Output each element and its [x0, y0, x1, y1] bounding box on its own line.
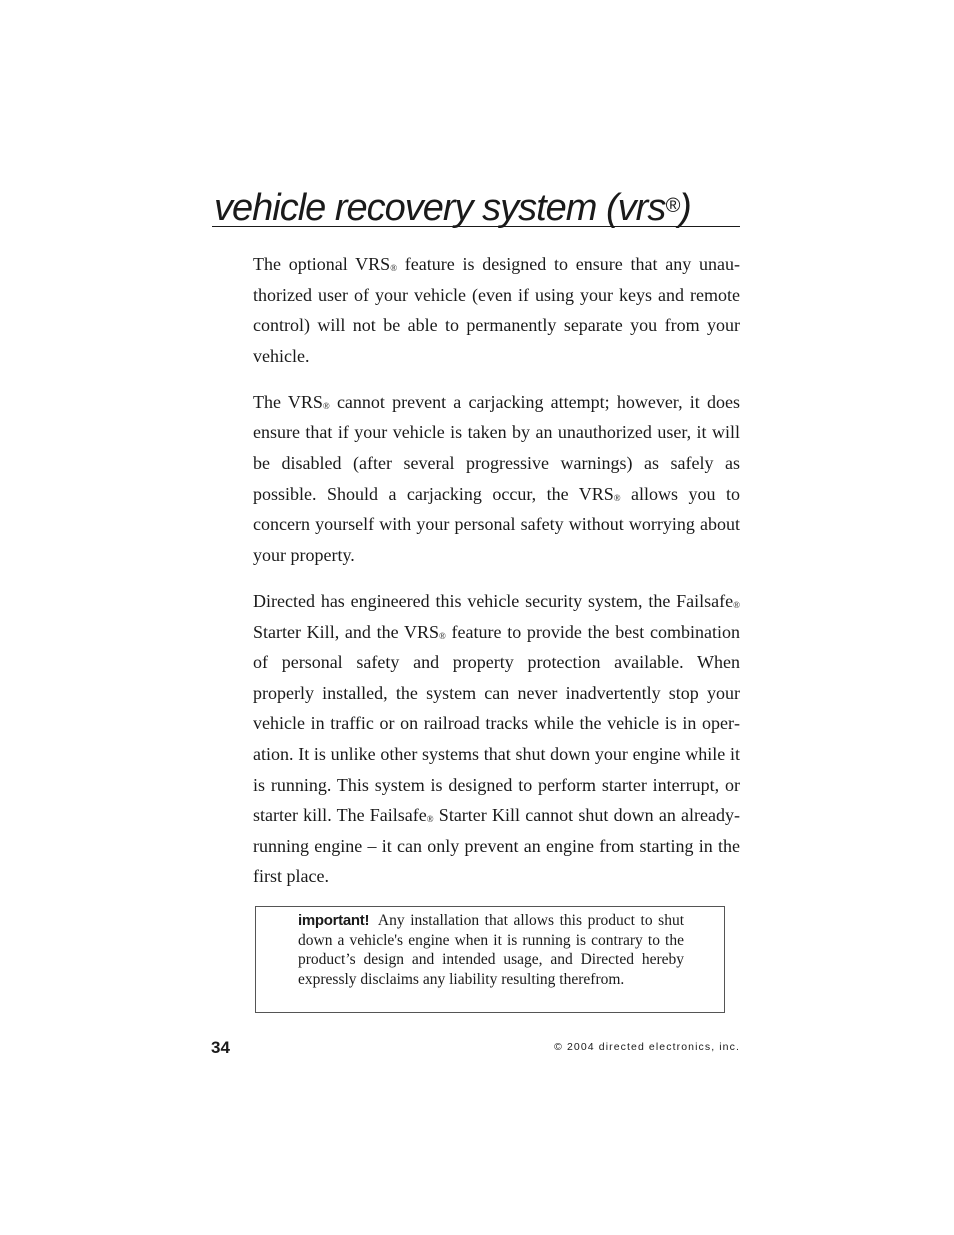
registered-mark: ®: [426, 814, 434, 825]
paragraph-2: [253, 387, 740, 571]
paragraph-3-part-a: Directed has engineered this vehicle security system, the Failsafe: [253, 590, 734, 611]
paragraph-3-part-b: Starter Kill, and the VRS: [253, 621, 439, 642]
title-underline: [212, 226, 740, 227]
title-registered-mark: ®: [665, 195, 680, 217]
body-text: [253, 249, 740, 907]
important-note: [298, 911, 684, 989]
paragraph-1-part-a: The optional VRS: [253, 254, 391, 274]
registered-mark: ®: [390, 263, 398, 273]
title-text: vehicle recovery system (vrs: [214, 187, 666, 229]
important-label: important!: [298, 912, 370, 929]
title-close-paren: ): [679, 187, 691, 229]
paragraph-3-part-c: feature to provide the best combination of personal safety and property protection available. When properly installed, the system can never inadvertently stop your vehicle in traffic or on railroad tracks while the vehicle is in operation. It is unlike other systems that shut down your engine while it is running. This system is designed to perform starter interrupt, or starter kill. The Failsafe: [253, 621, 740, 826]
paragraph-1-part-b: feature is designed to ensure that any unauthorized user of your vehicle (even if using your keys and remote control) will not be able to permanently separate you from your vehicle.: [253, 254, 740, 366]
copyright-notice: © 2004 directed electronics, inc.: [554, 1041, 740, 1053]
paragraph-2-part-c: allows you to concern yourself with your personal safety without worrying about your property.: [253, 483, 740, 565]
registered-mark: ®: [733, 599, 740, 610]
registered-mark: ®: [613, 492, 621, 503]
page-number: 34: [211, 1038, 230, 1057]
paragraph-2-part-a: The VRS: [253, 391, 323, 412]
paragraph-2-part-b: cannot prevent a carjacking attempt; however, it does ensure that if your vehicle is taken by an unauthorized user, it will be disabled (after several progressive warnings) as safely as possible. Should a carjacking occur, the VRS: [253, 391, 740, 504]
page-title: [214, 186, 740, 230]
important-note-box: [255, 906, 725, 1013]
important-note-text: Any installation that allows this product to shut down a vehicle's engine when it is running is contrary to the product’s design and intended usage, and Directed hereby expressly disclaims any liability resulting therefrom.: [298, 912, 684, 988]
paragraph-3-part-d: Starter Kill cannot shut down an already-running engine – it can only prevent an engine from starting in the first place.: [253, 805, 740, 887]
registered-mark: ®: [438, 630, 446, 641]
paragraph-3: [253, 586, 740, 892]
registered-mark: ®: [322, 400, 330, 411]
paragraph-1: [253, 249, 740, 371]
